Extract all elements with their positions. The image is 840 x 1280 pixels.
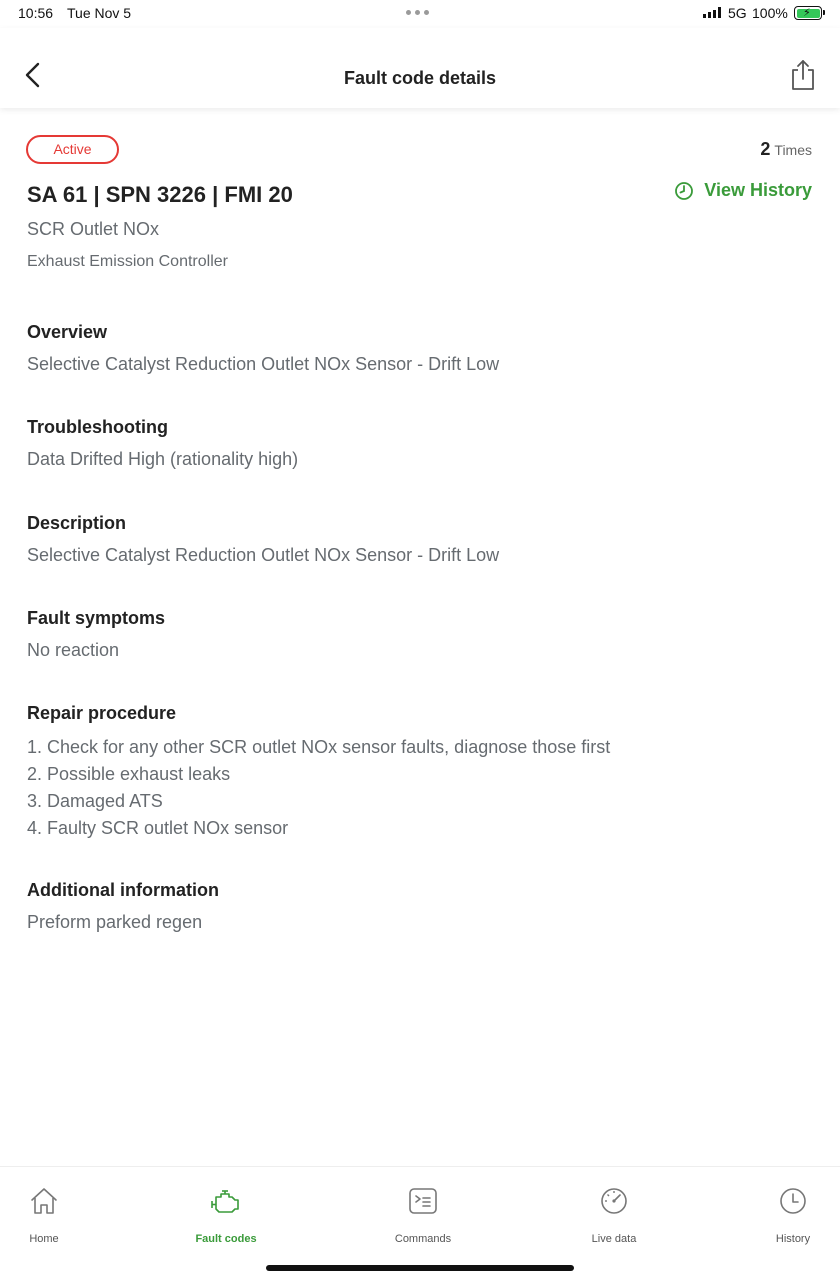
tab-home[interactable] — [0, 1181, 99, 1251]
home-icon — [28, 1185, 60, 1217]
troubleshooting-heading: Troubleshooting — [27, 417, 168, 437]
description-heading: Description — [27, 513, 127, 533]
view-history-label: View History — [704, 180, 812, 200]
troubleshooting-body: Data Drifted High (rationality high) — [27, 449, 299, 469]
tab-fault-codes-label: Fault codes — [195, 1233, 257, 1245]
overview-section — [27, 321, 807, 375]
description-section — [27, 512, 807, 566]
share-icon — [788, 58, 818, 92]
clock-icon — [777, 1185, 809, 1217]
network-type: 5G — [728, 5, 747, 21]
status-time: 10:56 — [18, 5, 54, 21]
status-bar — [0, 0, 840, 28]
page-title: Fault code details — [343, 68, 497, 88]
tab-history-label: History — [775, 1233, 811, 1245]
repair-step: 1. Check for any other SCR outlet NOx sensor faults, diagnose those first — [27, 737, 611, 757]
status-badge: Active — [26, 135, 119, 164]
home-indicator[interactable] — [266, 1265, 574, 1271]
tab-commands-label: Commands — [394, 1233, 452, 1245]
signal-icon — [703, 7, 721, 18]
tab-live-data[interactable] — [559, 1181, 669, 1251]
view-history-button[interactable] — [674, 180, 812, 201]
additional-information-body: Preform parked regen — [27, 912, 203, 932]
description-body: Selective Catalyst Reduction Outlet NOx Sensor - Drift Low — [27, 545, 500, 565]
status-date: Tue Nov 5 — [67, 5, 132, 21]
occurrence-number: 2 — [760, 139, 771, 159]
tab-fault-codes[interactable] — [171, 1181, 281, 1251]
battery-percent: 100% — [752, 5, 788, 21]
terminal-icon — [407, 1185, 439, 1217]
additional-information-heading: Additional information — [27, 880, 219, 900]
history-clock-icon — [674, 181, 694, 201]
tab-home-label: Home — [29, 1233, 59, 1245]
fault-symptoms-section — [27, 607, 807, 661]
repair-procedure-section — [27, 702, 807, 842]
repair-step: 4. Faulty SCR outlet NOx sensor — [27, 818, 289, 838]
battery-icon: ⚡ — [794, 6, 822, 20]
tab-live-data-label: Live data — [591, 1233, 637, 1245]
overview-heading: Overview — [27, 322, 108, 342]
fault-symptoms-heading: Fault symptoms — [27, 608, 166, 628]
troubleshooting-section — [27, 416, 807, 470]
occurrence-unit: Times — [774, 142, 812, 158]
fault-code: SA 61 | SPN 3226 | FMI 20 — [27, 182, 293, 207]
fault-name: SCR Outlet NOx — [27, 219, 160, 239]
occurrence-count — [760, 139, 812, 160]
engine-icon — [210, 1185, 242, 1217]
nav-header — [0, 28, 840, 108]
repair-procedure-heading: Repair procedure — [27, 703, 177, 723]
share-button[interactable] — [788, 58, 818, 92]
tab-bar — [0, 1166, 840, 1280]
additional-information-section — [27, 879, 807, 933]
repair-step: 3. Damaged ATS — [27, 791, 163, 811]
controller-name: Exhaust Emission Controller — [27, 253, 228, 270]
tab-history[interactable] — [738, 1181, 840, 1251]
tab-commands[interactable] — [368, 1181, 478, 1251]
overview-body: Selective Catalyst Reduction Outlet NOx Sensor - Drift Low — [27, 354, 500, 374]
multitasking-dots-icon[interactable] — [406, 10, 429, 15]
repair-steps-list — [27, 734, 807, 842]
repair-step: 2. Possible exhaust leaks — [27, 764, 231, 784]
fault-symptoms-body: No reaction — [27, 640, 120, 660]
gauge-icon — [598, 1185, 630, 1217]
